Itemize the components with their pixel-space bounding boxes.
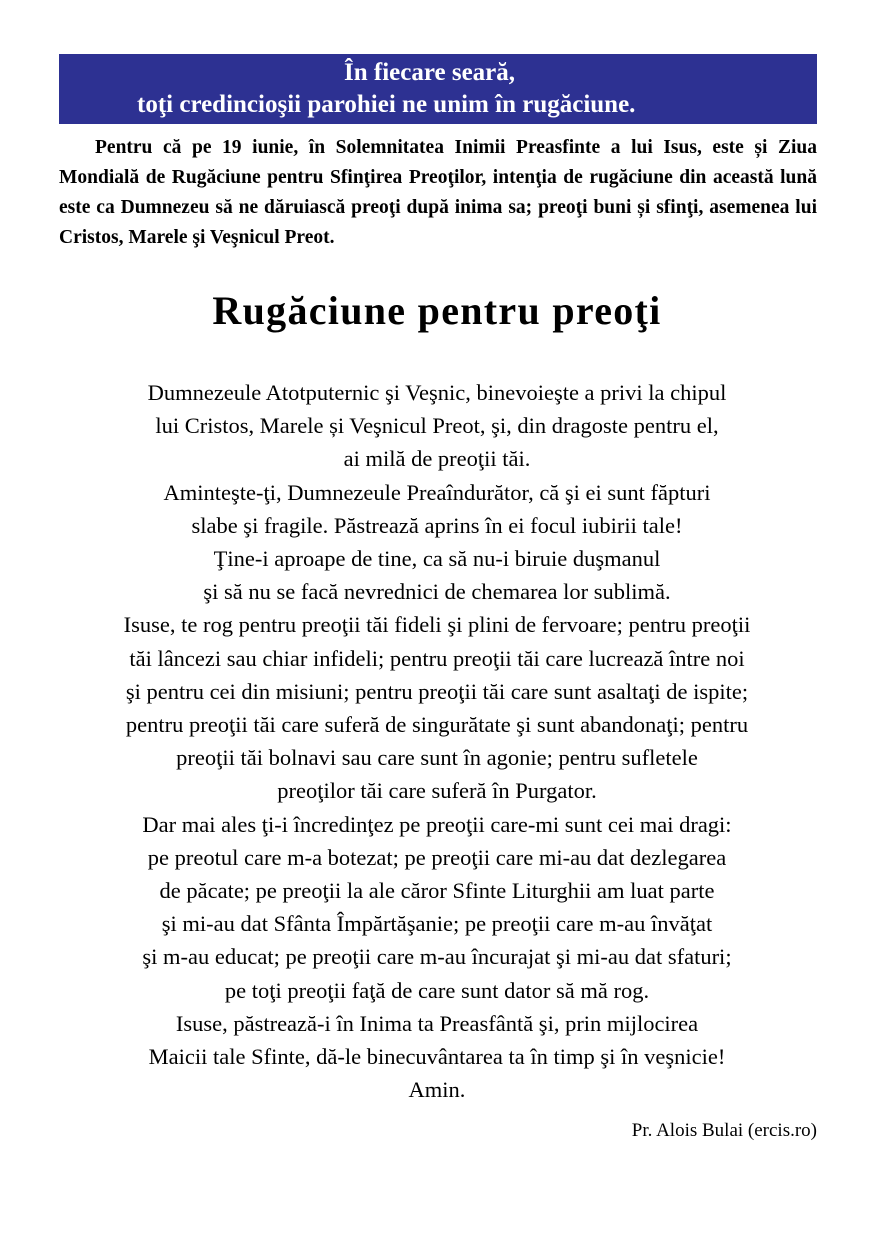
prayer-line: preoţii tăi bolnavi sau care sunt în agonie; pentru sufletele: [176, 745, 698, 771]
page-title: Rugăciune pentru preoţi: [212, 288, 662, 333]
prayer-line: de păcate; pe preoţii la ale căror Sfinte Liturghii am luat parte: [159, 878, 715, 904]
prayer-line: Dumnezeule Atotputernic şi Veşnic, binevoieşte a privi la chipul: [147, 380, 727, 405]
prayer-text: [40, 376, 834, 1106]
prayer-line: Ţine-i aproape de tine, ca să nu-i biruie duşmanul: [213, 546, 661, 572]
prayer-line: Isuse, te rog pentru preoţii tăi fideli şi plini de fervoare; pentru preoţii: [123, 612, 751, 638]
banner-line-1: În fiecare seară,: [344, 59, 516, 86]
author-signature: Pr. Alois Bulai (ercis.ro): [631, 1120, 817, 1141]
prayer-line: Maicii tale Sfinte, dă-le binecuvântarea ta în timp şi în veşnicie!: [148, 1044, 726, 1070]
prayer-line: şi să nu se facă nevrednici de chemarea lor sublimă.: [203, 579, 671, 605]
prayer-line: tăi lâncezi sau chiar infideli; pentru preoţii tăi care lucrează între noi: [129, 645, 745, 671]
prayer-line: pe preotul care m-a botezat; pe preoţii care mi-au dat dezlegarea: [147, 844, 727, 870]
prayer-line: slabe şi fragile. Păstrează aprins în ei focul iubirii tale!: [191, 512, 683, 538]
prayer-line: şi m-au educat; pe preoţii care m-au încurajat şi mi-au dat sfaturi;: [142, 944, 732, 970]
banner-line-2: toţi credincioşii parohiei ne unim în rugăciune.: [137, 91, 636, 118]
intro-paragraph: Pentru că pe 19 iunie, în Solemnitatea Inimii Preasfinte a lui Isus, este și Ziua Mondială de Rugăciune pentru Sfinţirea Preoţilor, intenţia de rugăciune din această lună este ca Dumnezeu să ne dăruiască preoţi după inima sa; preoţi buni și sfinţi, asemenea lui Cristos, Marele şi Veşnicul Preot.: [59, 137, 817, 248]
prayer-line: preoţilor tăi care suferă în Purgator.: [277, 778, 597, 804]
prayer-line: ai milă de preoţii tăi.: [343, 446, 531, 472]
prayer-line: pentru preoţii tăi care suferă de singurătate şi sunt abandonaţi; pentru: [125, 712, 749, 738]
header-banner: [59, 54, 817, 124]
prayer-line: Dar mai ales ţi-i încredinţez pe preoţii care-mi sunt cei mai dragi:: [142, 811, 732, 837]
prayer-line: şi pentru cei din misiuni; pentru preoţii tăi care sunt asaltaţi de ispite;: [125, 678, 749, 704]
prayer-line: Aminteşte-ţi, Dumnezeule Preaîndurător, că şi ei sunt făpturi: [163, 479, 711, 505]
prayer-line: lui Cristos, Marele și Veşnicul Preot, şi, din dragoste pentru el,: [155, 413, 719, 439]
prayer-line: Isuse, păstrează-i în Inima ta Preasfântă şi, prin mijlocirea: [175, 1010, 699, 1036]
prayer-line-amen: Amin.: [408, 1077, 466, 1103]
prayer-line: şi mi-au dat Sfânta Împărtăşanie; pe preoţii care m-au învăţat: [161, 911, 713, 937]
prayer-line: pe toţi preoţii faţă de care sunt dator să mă rog.: [224, 977, 650, 1003]
